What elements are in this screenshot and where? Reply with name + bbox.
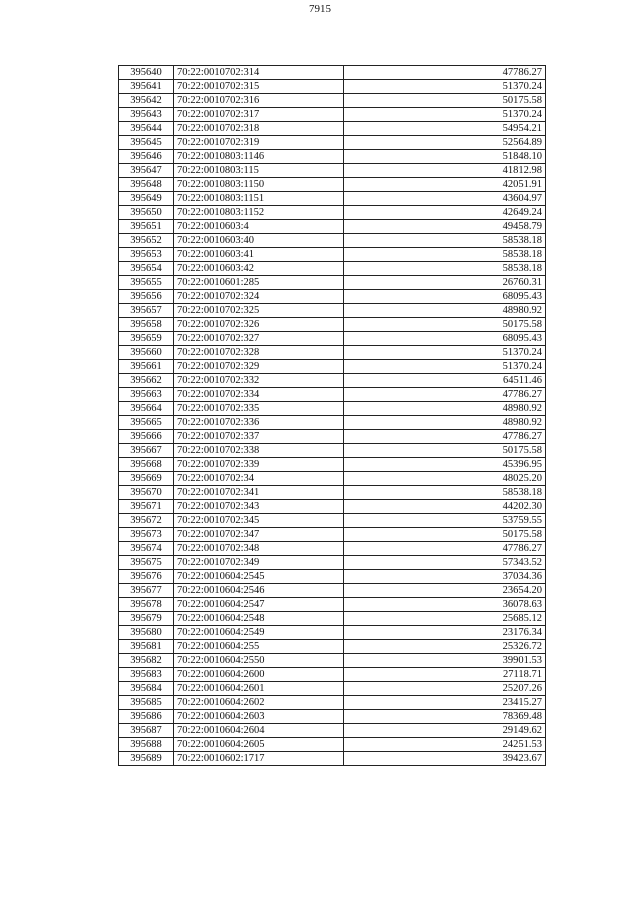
cadastral-number-cell: 70:22:0010603:42 [174, 262, 344, 276]
table-row [119, 234, 546, 248]
cadastral-value-cell: 45396.95 [344, 458, 546, 472]
cadastral-number-cell: 70:22:0010702:337 [174, 430, 344, 444]
cadastral-number-cell: 70:22:0010702:343 [174, 500, 344, 514]
row-number-cell: 395655 [119, 276, 174, 290]
row-number-cell: 395659 [119, 332, 174, 346]
row-number-cell: 395685 [119, 696, 174, 710]
table-row [119, 584, 546, 598]
cadastral-number-cell: 70:22:0010604:2603 [174, 710, 344, 724]
row-number-cell: 395657 [119, 304, 174, 318]
table-row [119, 150, 546, 164]
cadastral-value-cell: 23654.20 [344, 584, 546, 598]
row-number-cell: 395667 [119, 444, 174, 458]
row-number-cell: 395648 [119, 178, 174, 192]
cadastral-number-cell: 70:22:0010702:314 [174, 66, 344, 80]
table-row [119, 290, 546, 304]
cadastral-number-cell: 70:22:0010702:329 [174, 360, 344, 374]
cadastral-value-cell: 50175.58 [344, 94, 546, 108]
row-number-cell: 395663 [119, 388, 174, 402]
table-row [119, 696, 546, 710]
cadastral-value-cell: 58538.18 [344, 486, 546, 500]
cadastral-value-cell: 25207.26 [344, 682, 546, 696]
cadastral-value-cell: 42649.24 [344, 206, 546, 220]
cadastral-number-cell: 70:22:0010803:1152 [174, 206, 344, 220]
cadastral-value-cell: 39901.53 [344, 654, 546, 668]
cadastral-number-cell: 70:22:0010702:332 [174, 374, 344, 388]
cadastral-value-cell: 51370.24 [344, 80, 546, 94]
row-number-cell: 395646 [119, 150, 174, 164]
row-number-cell: 395671 [119, 500, 174, 514]
row-number-cell: 395650 [119, 206, 174, 220]
table-row [119, 122, 546, 136]
cadastral-number-cell: 70:22:0010604:2602 [174, 696, 344, 710]
table-row [119, 220, 546, 234]
table-row [119, 542, 546, 556]
table-row [119, 626, 546, 640]
cadastral-value-cell: 23176.34 [344, 626, 546, 640]
cadastral-value-cell: 39423.67 [344, 752, 546, 766]
cadastral-number-cell: 70:22:0010604:2547 [174, 598, 344, 612]
cadastral-value-cell: 58538.18 [344, 248, 546, 262]
row-number-cell: 395645 [119, 136, 174, 150]
cadastral-number-cell: 70:22:0010702:347 [174, 528, 344, 542]
cadastral-number-cell: 70:22:0010601:285 [174, 276, 344, 290]
cadastral-value-table [118, 65, 546, 766]
cadastral-value-cell: 50175.58 [344, 444, 546, 458]
row-number-cell: 395669 [119, 472, 174, 486]
cadastral-number-cell: 70:22:0010604:2545 [174, 570, 344, 584]
cadastral-value-cell: 64511.46 [344, 374, 546, 388]
row-number-cell: 395654 [119, 262, 174, 276]
cadastral-number-cell: 70:22:0010702:334 [174, 388, 344, 402]
cadastral-number-cell: 70:22:0010604:255 [174, 640, 344, 654]
cadastral-number-cell: 70:22:0010603:40 [174, 234, 344, 248]
table-row [119, 444, 546, 458]
row-number-cell: 395649 [119, 192, 174, 206]
cadastral-number-cell: 70:22:0010603:4 [174, 220, 344, 234]
table-row [119, 136, 546, 150]
cadastral-value-cell: 47786.27 [344, 388, 546, 402]
cadastral-value-cell: 54954.21 [344, 122, 546, 136]
cadastral-value-cell: 51370.24 [344, 108, 546, 122]
row-number-cell: 395672 [119, 514, 174, 528]
table-row [119, 108, 546, 122]
cadastral-number-cell: 70:22:0010604:2550 [174, 654, 344, 668]
cadastral-number-cell: 70:22:0010604:2601 [174, 682, 344, 696]
cadastral-value-cell: 36078.63 [344, 598, 546, 612]
table-row [119, 374, 546, 388]
row-number-cell: 395668 [119, 458, 174, 472]
cadastral-number-cell: 70:22:0010604:2549 [174, 626, 344, 640]
cadastral-value-cell: 50175.58 [344, 528, 546, 542]
cadastral-number-cell: 70:22:0010803:115 [174, 164, 344, 178]
cadastral-value-cell: 42051.91 [344, 178, 546, 192]
cadastral-number-cell: 70:22:0010702:345 [174, 514, 344, 528]
cadastral-number-cell: 70:22:0010803:1151 [174, 192, 344, 206]
cadastral-value-cell: 51848.10 [344, 150, 546, 164]
cadastral-value-cell: 25326.72 [344, 640, 546, 654]
row-number-cell: 395643 [119, 108, 174, 122]
cadastral-number-cell: 70:22:0010604:2605 [174, 738, 344, 752]
cadastral-value-cell: 48980.92 [344, 416, 546, 430]
table-row [119, 206, 546, 220]
cadastral-number-cell: 70:22:0010604:2546 [174, 584, 344, 598]
cadastral-value-cell: 47786.27 [344, 542, 546, 556]
table-row [119, 514, 546, 528]
cadastral-number-cell: 70:22:0010702:349 [174, 556, 344, 570]
table-row [119, 500, 546, 514]
row-number-cell: 395641 [119, 80, 174, 94]
row-number-cell: 395664 [119, 402, 174, 416]
table-row [119, 598, 546, 612]
table-row [119, 738, 546, 752]
page-number: 7915 [309, 3, 331, 15]
cadastral-number-cell: 70:22:0010604:2548 [174, 612, 344, 626]
row-number-cell: 395670 [119, 486, 174, 500]
cadastral-value-cell: 53759.55 [344, 514, 546, 528]
cadastral-number-cell: 70:22:0010702:34 [174, 472, 344, 486]
cadastral-value-cell: 68095.43 [344, 332, 546, 346]
row-number-cell: 395688 [119, 738, 174, 752]
row-number-cell: 395684 [119, 682, 174, 696]
cadastral-value-cell: 57343.52 [344, 556, 546, 570]
cadastral-number-cell: 70:22:0010702:327 [174, 332, 344, 346]
table-row [119, 640, 546, 654]
cadastral-number-cell: 70:22:0010702:319 [174, 136, 344, 150]
row-number-cell: 395666 [119, 430, 174, 444]
cadastral-number-cell: 70:22:0010602:1717 [174, 752, 344, 766]
table-row [119, 682, 546, 696]
cadastral-value-cell: 23415.27 [344, 696, 546, 710]
row-number-cell: 395662 [119, 374, 174, 388]
table-body [119, 66, 546, 766]
table-row [119, 724, 546, 738]
cadastral-number-cell: 70:22:0010702:338 [174, 444, 344, 458]
table-row [119, 248, 546, 262]
table-row [119, 570, 546, 584]
row-number-cell: 395678 [119, 598, 174, 612]
cadastral-value-cell: 44202.30 [344, 500, 546, 514]
cadastral-value-cell: 43604.97 [344, 192, 546, 206]
cadastral-number-cell: 70:22:0010702:315 [174, 80, 344, 94]
cadastral-number-cell: 70:22:0010803:1146 [174, 150, 344, 164]
row-number-cell: 395675 [119, 556, 174, 570]
cadastral-number-cell: 70:22:0010604:2600 [174, 668, 344, 682]
row-number-cell: 395683 [119, 668, 174, 682]
cadastral-value-cell: 58538.18 [344, 234, 546, 248]
row-number-cell: 395653 [119, 248, 174, 262]
row-number-cell: 395677 [119, 584, 174, 598]
row-number-cell: 395674 [119, 542, 174, 556]
table-row [119, 192, 546, 206]
table-row [119, 332, 546, 346]
cadastral-number-cell: 70:22:0010604:2604 [174, 724, 344, 738]
table-row [119, 178, 546, 192]
row-number-cell: 395673 [119, 528, 174, 542]
table-row [119, 472, 546, 486]
row-number-cell: 395652 [119, 234, 174, 248]
table-row [119, 360, 546, 374]
row-number-cell: 395642 [119, 94, 174, 108]
cadastral-value-cell: 27118.71 [344, 668, 546, 682]
cadastral-value-cell: 47786.27 [344, 430, 546, 444]
table-row [119, 304, 546, 318]
cadastral-number-cell: 70:22:0010702:341 [174, 486, 344, 500]
table-row [119, 66, 546, 80]
cadastral-number-cell: 70:22:0010803:1150 [174, 178, 344, 192]
row-number-cell: 395647 [119, 164, 174, 178]
table-row [119, 402, 546, 416]
cadastral-number-cell: 70:22:0010702:325 [174, 304, 344, 318]
row-number-cell: 395640 [119, 66, 174, 80]
cadastral-number-cell: 70:22:0010702:326 [174, 318, 344, 332]
cadastral-value-cell: 24251.53 [344, 738, 546, 752]
cadastral-value-cell: 58538.18 [344, 262, 546, 276]
cadastral-value-cell: 51370.24 [344, 360, 546, 374]
table-row [119, 528, 546, 542]
cadastral-value-cell: 49458.79 [344, 220, 546, 234]
cadastral-number-cell: 70:22:0010702:318 [174, 122, 344, 136]
cadastral-number-cell: 70:22:0010702:335 [174, 402, 344, 416]
cadastral-number-cell: 70:22:0010702:336 [174, 416, 344, 430]
row-number-cell: 395686 [119, 710, 174, 724]
cadastral-value-cell: 68095.43 [344, 290, 546, 304]
row-number-cell: 395661 [119, 360, 174, 374]
row-number-cell: 395665 [119, 416, 174, 430]
table-row [119, 430, 546, 444]
cadastral-value-cell: 25685.12 [344, 612, 546, 626]
cadastral-value-cell: 29149.62 [344, 724, 546, 738]
cadastral-number-cell: 70:22:0010702:328 [174, 346, 344, 360]
cadastral-number-cell: 70:22:0010603:41 [174, 248, 344, 262]
table-row [119, 164, 546, 178]
row-number-cell: 395689 [119, 752, 174, 766]
table-row [119, 458, 546, 472]
table-row [119, 668, 546, 682]
row-number-cell: 395682 [119, 654, 174, 668]
row-number-cell: 395676 [119, 570, 174, 584]
cadastral-value-cell: 41812.98 [344, 164, 546, 178]
cadastral-value-cell: 48025.20 [344, 472, 546, 486]
row-number-cell: 395651 [119, 220, 174, 234]
table-row [119, 654, 546, 668]
table-row [119, 262, 546, 276]
cadastral-number-cell: 70:22:0010702:348 [174, 542, 344, 556]
row-number-cell: 395660 [119, 346, 174, 360]
row-number-cell: 395680 [119, 626, 174, 640]
table-row [119, 612, 546, 626]
cadastral-value-cell: 51370.24 [344, 346, 546, 360]
cadastral-value-cell: 26760.31 [344, 276, 546, 290]
row-number-cell: 395656 [119, 290, 174, 304]
table-row [119, 416, 546, 430]
table-row [119, 752, 546, 766]
table-row [119, 486, 546, 500]
cadastral-value-cell: 48980.92 [344, 304, 546, 318]
table-row [119, 388, 546, 402]
cadastral-number-cell: 70:22:0010702:317 [174, 108, 344, 122]
row-number-cell: 395679 [119, 612, 174, 626]
row-number-cell: 395658 [119, 318, 174, 332]
table-row [119, 276, 546, 290]
cadastral-value-cell: 50175.58 [344, 318, 546, 332]
cadastral-value-cell: 37034.36 [344, 570, 546, 584]
table-row [119, 346, 546, 360]
cadastral-number-cell: 70:22:0010702:324 [174, 290, 344, 304]
cadastral-value-cell: 48980.92 [344, 402, 546, 416]
cadastral-value-cell: 78369.48 [344, 710, 546, 724]
cadastral-number-cell: 70:22:0010702:316 [174, 94, 344, 108]
cadastral-number-cell: 70:22:0010702:339 [174, 458, 344, 472]
table-row [119, 710, 546, 724]
table-row [119, 94, 546, 108]
table-row [119, 80, 546, 94]
row-number-cell: 395644 [119, 122, 174, 136]
cadastral-value-cell: 47786.27 [344, 66, 546, 80]
row-number-cell: 395687 [119, 724, 174, 738]
cadastral-value-cell: 52564.89 [344, 136, 546, 150]
table-row [119, 556, 546, 570]
table-row [119, 318, 546, 332]
row-number-cell: 395681 [119, 640, 174, 654]
